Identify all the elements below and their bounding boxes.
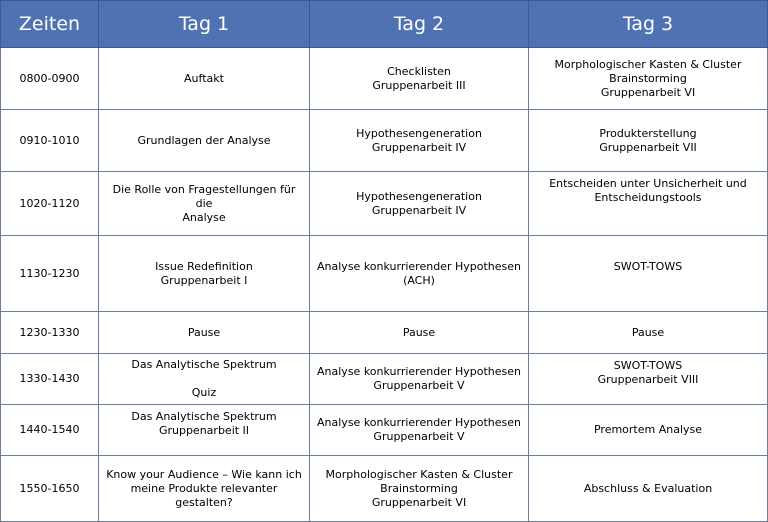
cell-line: Checklisten: [387, 64, 451, 78]
cell-line: Das Analytische Spektrum: [131, 358, 277, 371]
tag2-cell: [310, 110, 529, 172]
time-cell: [1, 48, 99, 110]
header-tag-1: Tag 1: [99, 1, 310, 48]
cell-line: Gruppenarbeit III: [372, 78, 466, 92]
cell-line: Produkterstellung: [599, 126, 697, 140]
cell-line: Gruppenarbeit VI: [371, 495, 467, 509]
time-cell: [1, 236, 99, 312]
tag2-cell: [310, 456, 529, 522]
cell-line: Premortem Analyse: [593, 423, 703, 436]
tag3-cell: [529, 172, 768, 236]
time-cell: [1, 354, 99, 405]
cell-line: Gruppenarbeit VIII: [597, 373, 699, 386]
table-row: [1, 456, 768, 522]
time-label: 1230-1330: [19, 325, 80, 339]
cell-line: Analyse konkurrierender Hypothesen: [317, 260, 521, 273]
cell-line: Entscheiden unter Unsicherheit und: [549, 177, 747, 190]
cell-gap: [103, 372, 305, 386]
time-cell: [1, 172, 99, 236]
cell-line: Morphologischer Kasten & Cluster: [554, 57, 742, 71]
table-row: [1, 48, 768, 110]
table-row: [1, 110, 768, 172]
time-cell: [1, 456, 99, 522]
cell-line: Gruppenarbeit VI: [600, 85, 696, 99]
cell-line: Analyse konkurrierender Hypothesen: [317, 365, 521, 378]
cell-line: Die Rolle von Fragestellungen für die: [112, 182, 296, 210]
cell-line: Know your Audience – Wie kann ich: [106, 467, 302, 481]
cell-line: Entscheidungstools: [594, 191, 702, 204]
tag2-cell: [310, 312, 529, 354]
cell-line: Morphologischer Kasten & Cluster: [325, 467, 513, 481]
cell-line: Auftakt: [184, 71, 224, 85]
cell-line: Pause: [631, 325, 665, 339]
cell-line: Pause: [187, 325, 221, 339]
time-cell: [1, 405, 99, 456]
cell-line: Pause: [402, 325, 436, 339]
cell-line: gestalten?: [175, 495, 233, 509]
cell-line: Analyse konkurrierender Hypothesen: [317, 416, 521, 429]
header-tag-2: Tag 2: [310, 1, 529, 48]
tag1-cell: [99, 110, 310, 172]
cell-line: meine Produkte relevanter: [130, 481, 278, 495]
cell-line: Hypothesengeneration: [356, 126, 482, 140]
cell-line: Gruppenarbeit IV: [371, 203, 467, 217]
time-label: 0800-0900: [19, 71, 80, 85]
cell-line: Gruppenarbeit I: [160, 274, 248, 287]
tag2-cell: [310, 236, 529, 312]
tag3-cell: [529, 312, 768, 354]
time-label: 1130-1230: [19, 266, 80, 280]
tag2-cell: [310, 48, 529, 110]
time-label: 1440-1540: [19, 423, 80, 436]
tag2-cell: [310, 405, 529, 456]
cell-line: Gruppenarbeit IV: [371, 140, 467, 154]
cell-line: Hypothesengeneration: [356, 189, 482, 203]
cell-line: Brainstorming: [609, 71, 687, 85]
tag3-cell: [529, 456, 768, 522]
cell-line: Gruppenarbeit V: [373, 430, 465, 443]
cell-line: (ACH): [403, 274, 435, 287]
time-label: 1020-1120: [19, 196, 80, 210]
cell-line: Grundlagen der Analyse: [137, 133, 271, 147]
cell-line: Abschluss & Evaluation: [583, 481, 713, 495]
tag1-cell: [99, 312, 310, 354]
table-row: [1, 405, 768, 456]
time-label: 1330-1430: [19, 372, 80, 385]
cell-line: Gruppenarbeit V: [373, 379, 465, 392]
time-label: 1550-1650: [19, 481, 80, 495]
tag1-cell: [99, 354, 310, 405]
header-row: [1, 1, 768, 48]
tag1-cell: [99, 405, 310, 456]
tag2-cell: [310, 354, 529, 405]
cell-line: Analyse: [182, 210, 226, 224]
tag3-cell: [529, 110, 768, 172]
cell-line: SWOT-TOWS: [613, 260, 683, 273]
time-cell: [1, 312, 99, 354]
header-tag-3: Tag 3: [529, 1, 768, 48]
tag3-cell: [529, 236, 768, 312]
header-zeiten: Zeiten: [1, 1, 99, 48]
cell-line: Gruppenarbeit II: [158, 424, 250, 437]
tag1-cell: [99, 48, 310, 110]
table-row: [1, 312, 768, 354]
tag3-cell: [529, 405, 768, 456]
table-row: [1, 236, 768, 312]
cell-line: Brainstorming: [380, 481, 458, 495]
cell-line: Issue Redefinition: [155, 260, 253, 273]
tag1-cell: [99, 456, 310, 522]
cell-line: Quiz: [191, 386, 217, 399]
table-row: [1, 172, 768, 236]
tag1-cell: [99, 236, 310, 312]
cell-line: Gruppenarbeit VII: [599, 140, 697, 154]
tag3-cell: [529, 354, 768, 405]
table-row: [1, 354, 768, 405]
cell-line: SWOT-TOWS: [613, 359, 683, 372]
tag1-cell: [99, 172, 310, 236]
time-label: 0910-1010: [19, 133, 80, 147]
tag2-cell: [310, 172, 529, 236]
cell-line: Das Analytische Spektrum: [131, 410, 277, 423]
tag3-cell: [529, 48, 768, 110]
time-cell: [1, 110, 99, 172]
